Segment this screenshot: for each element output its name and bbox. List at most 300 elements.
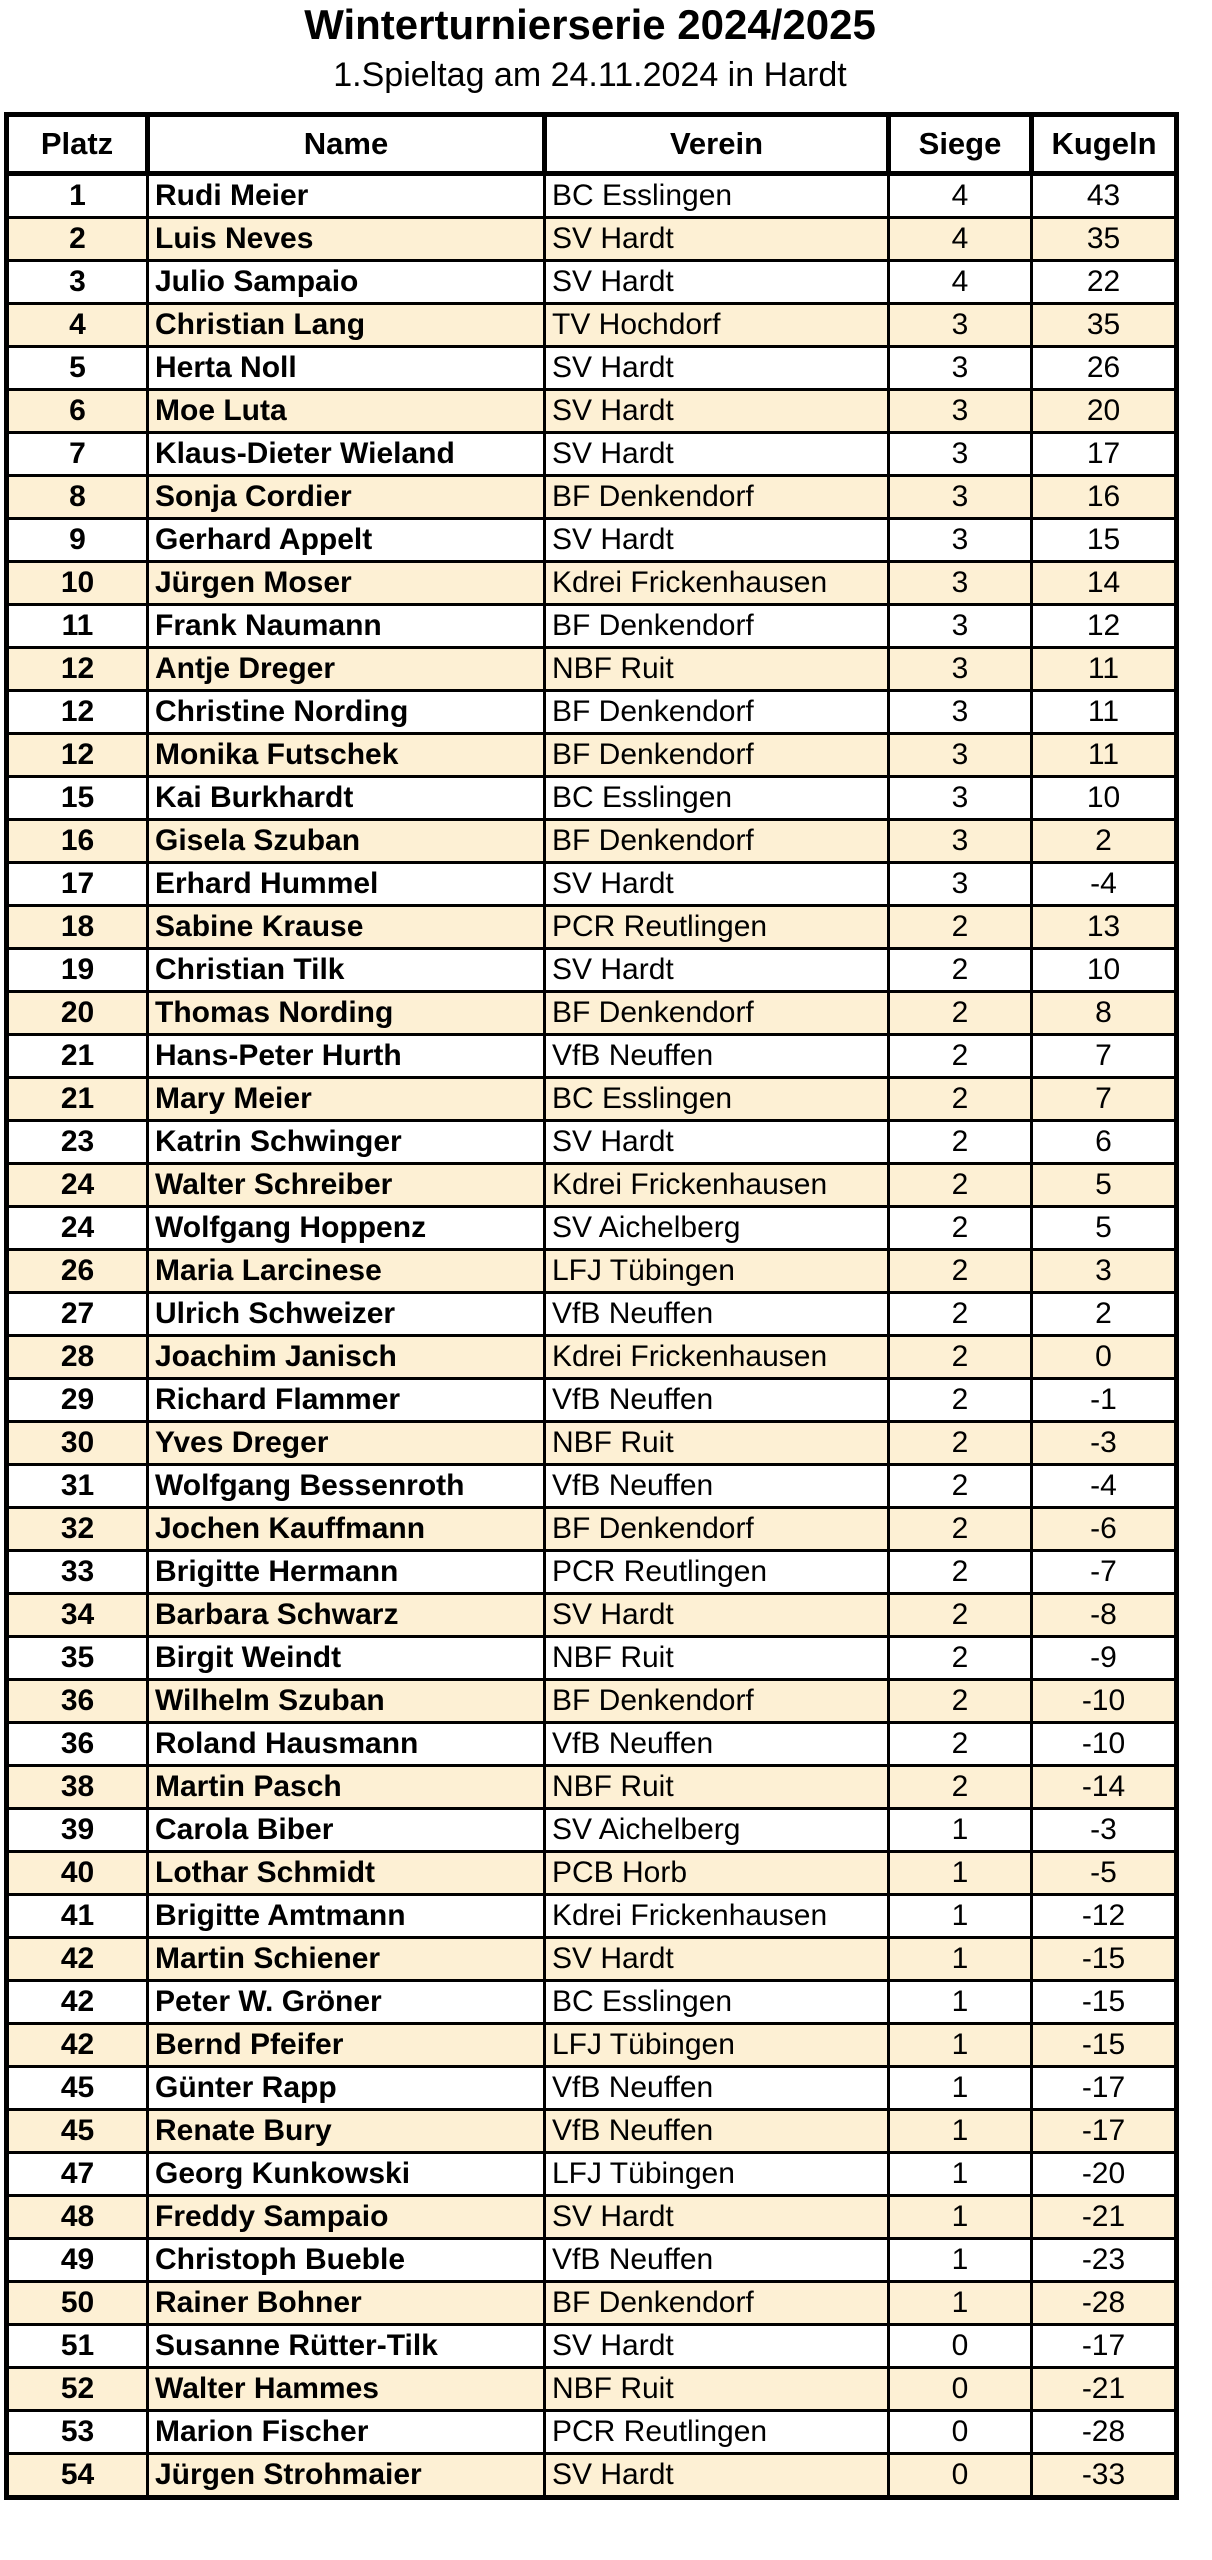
cell-verein: Kdrei Frickenhausen — [545, 1336, 889, 1379]
cell-platz: 51 — [7, 2325, 148, 2368]
cell-kugeln: -3 — [1032, 1809, 1177, 1852]
cell-kugeln: 2 — [1032, 1293, 1177, 1336]
table-row — [7, 174, 1177, 218]
cell-siege: 2 — [889, 1078, 1032, 1121]
table-row — [7, 218, 1177, 261]
cell-kugeln: -4 — [1032, 1465, 1177, 1508]
cell-platz: 40 — [7, 1852, 148, 1895]
cell-name: Gisela Szuban — [148, 820, 545, 863]
page-title: Winterturnierserie 2024/2025 — [304, 1, 876, 48]
cell-name: Katrin Schwinger — [148, 1121, 545, 1164]
cell-siege: 0 — [889, 2411, 1032, 2454]
cell-kugeln: -10 — [1032, 1680, 1177, 1723]
cell-platz: 1 — [7, 174, 148, 218]
cell-siege: 1 — [889, 2196, 1032, 2239]
cell-kugeln: 11 — [1032, 648, 1177, 691]
cell-name: Thomas Nording — [148, 992, 545, 1035]
table-row — [7, 1723, 1177, 1766]
standings-table — [4, 112, 1179, 2500]
cell-kugeln: -10 — [1032, 1723, 1177, 1766]
cell-verein: NBF Ruit — [545, 1637, 889, 1680]
cell-name: Maria Larcinese — [148, 1250, 545, 1293]
cell-verein: LFJ Tübingen — [545, 2024, 889, 2067]
cell-kugeln: -12 — [1032, 1895, 1177, 1938]
cell-siege: 1 — [889, 2153, 1032, 2196]
table-row — [7, 1250, 1177, 1293]
cell-verein: LFJ Tübingen — [545, 2153, 889, 2196]
cell-kugeln: 0 — [1032, 1336, 1177, 1379]
cell-kugeln: 20 — [1032, 390, 1177, 433]
cell-kugeln: -6 — [1032, 1508, 1177, 1551]
cell-kugeln: -15 — [1032, 1981, 1177, 2024]
cell-kugeln: -21 — [1032, 2196, 1177, 2239]
cell-verein: SV Hardt — [545, 949, 889, 992]
cell-name: Marion Fischer — [148, 2411, 545, 2454]
cell-siege: 2 — [889, 1207, 1032, 1250]
cell-kugeln: 43 — [1032, 174, 1177, 218]
table-row — [7, 1809, 1177, 1852]
cell-name: Frank Naumann — [148, 605, 545, 648]
cell-name: Sonja Cordier — [148, 476, 545, 519]
cell-name: Christian Tilk — [148, 949, 545, 992]
cell-verein: SV Hardt — [545, 218, 889, 261]
cell-siege: 3 — [889, 863, 1032, 906]
cell-kugeln: -4 — [1032, 863, 1177, 906]
cell-platz: 30 — [7, 1422, 148, 1465]
cell-platz: 19 — [7, 949, 148, 992]
cell-kugeln: -28 — [1032, 2282, 1177, 2325]
cell-siege: 2 — [889, 992, 1032, 1035]
cell-verein: SV Hardt — [545, 347, 889, 390]
cell-verein: SV Hardt — [545, 1938, 889, 1981]
table-row — [7, 1379, 1177, 1422]
table-row — [7, 820, 1177, 863]
cell-verein: PCR Reutlingen — [545, 2411, 889, 2454]
table-row — [7, 1981, 1177, 2024]
cell-name: Wolfgang Bessenroth — [148, 1465, 545, 1508]
table-row — [7, 433, 1177, 476]
cell-platz: 49 — [7, 2239, 148, 2282]
cell-verein: VfB Neuffen — [545, 2239, 889, 2282]
cell-platz: 3 — [7, 261, 148, 304]
cell-platz: 35 — [7, 1637, 148, 1680]
cell-verein: SV Hardt — [545, 2196, 889, 2239]
table-row — [7, 2067, 1177, 2110]
cell-verein: BF Denkendorf — [545, 2282, 889, 2325]
cell-name: Jochen Kauffmann — [148, 1508, 545, 1551]
cell-name: Monika Futschek — [148, 734, 545, 777]
cell-name: Martin Schiener — [148, 1938, 545, 1981]
cell-siege: 1 — [889, 2024, 1032, 2067]
cell-kugeln: -17 — [1032, 2325, 1177, 2368]
cell-siege: 3 — [889, 562, 1032, 605]
column-header-kugeln: Kugeln — [1032, 115, 1177, 174]
cell-platz: 36 — [7, 1723, 148, 1766]
cell-name: Yves Dreger — [148, 1422, 545, 1465]
cell-siege: 1 — [889, 1938, 1032, 1981]
cell-kugeln: 3 — [1032, 1250, 1177, 1293]
cell-verein: PCR Reutlingen — [545, 906, 889, 949]
cell-siege: 3 — [889, 519, 1032, 562]
cell-name: Sabine Krause — [148, 906, 545, 949]
cell-name: Klaus-Dieter Wieland — [148, 433, 545, 476]
cell-kugeln: -5 — [1032, 1852, 1177, 1895]
cell-siege: 2 — [889, 1723, 1032, 1766]
cell-siege: 2 — [889, 1379, 1032, 1422]
table-row — [7, 1164, 1177, 1207]
cell-kugeln: 10 — [1032, 949, 1177, 992]
cell-name: Lothar Schmidt — [148, 1852, 545, 1895]
cell-platz: 31 — [7, 1465, 148, 1508]
cell-siege: 3 — [889, 476, 1032, 519]
cell-platz: 20 — [7, 992, 148, 1035]
cell-kugeln: 35 — [1032, 218, 1177, 261]
cell-siege: 4 — [889, 174, 1032, 218]
cell-verein: SV Hardt — [545, 261, 889, 304]
cell-platz: 29 — [7, 1379, 148, 1422]
cell-siege: 2 — [889, 1508, 1032, 1551]
cell-verein: VfB Neuffen — [545, 1379, 889, 1422]
cell-name: Ulrich Schweizer — [148, 1293, 545, 1336]
cell-verein: VfB Neuffen — [545, 1465, 889, 1508]
cell-name: Antje Dreger — [148, 648, 545, 691]
table-row — [7, 2239, 1177, 2282]
cell-platz: 17 — [7, 863, 148, 906]
table-row — [7, 261, 1177, 304]
cell-name: Peter W. Gröner — [148, 1981, 545, 2024]
table-row — [7, 2196, 1177, 2239]
table-row — [7, 562, 1177, 605]
cell-verein: PCR Reutlingen — [545, 1551, 889, 1594]
cell-kugeln: 11 — [1032, 691, 1177, 734]
cell-verein: SV Aichelberg — [545, 1207, 889, 1250]
column-header-siege: Siege — [889, 115, 1032, 174]
cell-siege: 0 — [889, 2454, 1032, 2498]
cell-verein: SV Hardt — [545, 1594, 889, 1637]
table-row — [7, 1078, 1177, 1121]
cell-kugeln: 6 — [1032, 1121, 1177, 1164]
cell-verein: BF Denkendorf — [545, 1508, 889, 1551]
cell-platz: 47 — [7, 2153, 148, 2196]
cell-name: Bernd Pfeifer — [148, 2024, 545, 2067]
table-row — [7, 1336, 1177, 1379]
cell-platz: 8 — [7, 476, 148, 519]
cell-platz: 36 — [7, 1680, 148, 1723]
cell-name: Georg Kunkowski — [148, 2153, 545, 2196]
cell-name: Jürgen Strohmaier — [148, 2454, 545, 2498]
cell-siege: 1 — [889, 1895, 1032, 1938]
cell-platz: 23 — [7, 1121, 148, 1164]
cell-siege: 1 — [889, 2239, 1032, 2282]
cell-siege: 2 — [889, 949, 1032, 992]
cell-platz: 16 — [7, 820, 148, 863]
cell-siege: 3 — [889, 390, 1032, 433]
cell-verein: BC Esslingen — [545, 174, 889, 218]
cell-platz: 28 — [7, 1336, 148, 1379]
cell-platz: 11 — [7, 605, 148, 648]
cell-siege: 2 — [889, 1594, 1032, 1637]
table-row — [7, 2325, 1177, 2368]
table-row — [7, 2454, 1177, 2498]
cell-verein: VfB Neuffen — [545, 2110, 889, 2153]
cell-verein: LFJ Tübingen — [545, 1250, 889, 1293]
cell-platz: 21 — [7, 1078, 148, 1121]
cell-verein: SV Hardt — [545, 390, 889, 433]
cell-siege: 3 — [889, 605, 1032, 648]
table-row — [7, 1766, 1177, 1809]
cell-platz: 6 — [7, 390, 148, 433]
table-row — [7, 2282, 1177, 2325]
cell-kugeln: 7 — [1032, 1078, 1177, 1121]
cell-name: Brigitte Amtmann — [148, 1895, 545, 1938]
cell-name: Kai Burkhardt — [148, 777, 545, 820]
cell-platz: 15 — [7, 777, 148, 820]
table-row — [7, 906, 1177, 949]
cell-kugeln: 11 — [1032, 734, 1177, 777]
table-row — [7, 1637, 1177, 1680]
cell-siege: 3 — [889, 777, 1032, 820]
cell-kugeln: -3 — [1032, 1422, 1177, 1465]
cell-platz: 27 — [7, 1293, 148, 1336]
cell-platz: 32 — [7, 1508, 148, 1551]
cell-kugeln: -15 — [1032, 1938, 1177, 1981]
cell-verein: VfB Neuffen — [545, 1723, 889, 1766]
cell-verein: SV Hardt — [545, 863, 889, 906]
cell-platz: 4 — [7, 304, 148, 347]
cell-verein: BF Denkendorf — [545, 691, 889, 734]
table-row — [7, 2153, 1177, 2196]
table-row — [7, 476, 1177, 519]
table-row — [7, 347, 1177, 390]
cell-platz: 24 — [7, 1207, 148, 1250]
column-header-name: Name — [148, 115, 545, 174]
cell-siege: 1 — [889, 2067, 1032, 2110]
cell-siege: 0 — [889, 2325, 1032, 2368]
cell-platz: 41 — [7, 1895, 148, 1938]
cell-name: Gerhard Appelt — [148, 519, 545, 562]
cell-kugeln: -17 — [1032, 2067, 1177, 2110]
cell-siege: 2 — [889, 906, 1032, 949]
cell-siege: 1 — [889, 1809, 1032, 1852]
table-row — [7, 1680, 1177, 1723]
cell-siege: 2 — [889, 1035, 1032, 1078]
cell-verein: BC Esslingen — [545, 777, 889, 820]
cell-verein: NBF Ruit — [545, 1422, 889, 1465]
cell-siege: 2 — [889, 1293, 1032, 1336]
cell-verein: Kdrei Frickenhausen — [545, 562, 889, 605]
cell-name: Brigitte Hermann — [148, 1551, 545, 1594]
cell-platz: 12 — [7, 734, 148, 777]
cell-name: Christine Nording — [148, 691, 545, 734]
cell-verein: VfB Neuffen — [545, 2067, 889, 2110]
cell-verein: TV Hochdorf — [545, 304, 889, 347]
cell-siege: 3 — [889, 304, 1032, 347]
table-row — [7, 648, 1177, 691]
cell-name: Wilhelm Szuban — [148, 1680, 545, 1723]
cell-kugeln: -9 — [1032, 1637, 1177, 1680]
cell-siege: 3 — [889, 691, 1032, 734]
cell-kugeln: -20 — [1032, 2153, 1177, 2196]
column-header-verein: Verein — [545, 115, 889, 174]
cell-platz: 10 — [7, 562, 148, 605]
table-row — [7, 1035, 1177, 1078]
cell-kugeln: 7 — [1032, 1035, 1177, 1078]
cell-verein: SV Hardt — [545, 2325, 889, 2368]
cell-siege: 2 — [889, 1680, 1032, 1723]
cell-verein: VfB Neuffen — [545, 1293, 889, 1336]
cell-verein: SV Hardt — [545, 433, 889, 476]
cell-siege: 3 — [889, 347, 1032, 390]
table-row — [7, 1121, 1177, 1164]
cell-name: Renate Bury — [148, 2110, 545, 2153]
cell-platz: 21 — [7, 1035, 148, 1078]
cell-kugeln: 8 — [1032, 992, 1177, 1035]
cell-kugeln: -7 — [1032, 1551, 1177, 1594]
table-row — [7, 1207, 1177, 1250]
cell-platz: 34 — [7, 1594, 148, 1637]
cell-kugeln: 26 — [1032, 347, 1177, 390]
cell-siege: 3 — [889, 734, 1032, 777]
cell-platz: 12 — [7, 691, 148, 734]
cell-kugeln: 5 — [1032, 1164, 1177, 1207]
cell-platz: 7 — [7, 433, 148, 476]
cell-name: Christoph Bueble — [148, 2239, 545, 2282]
cell-name: Richard Flammer — [148, 1379, 545, 1422]
cell-platz: 48 — [7, 2196, 148, 2239]
cell-platz: 45 — [7, 2067, 148, 2110]
cell-platz: 54 — [7, 2454, 148, 2498]
cell-platz: 5 — [7, 347, 148, 390]
table-row — [7, 863, 1177, 906]
cell-name: Freddy Sampaio — [148, 2196, 545, 2239]
cell-siege: 1 — [889, 2110, 1032, 2153]
cell-name: Günter Rapp — [148, 2067, 545, 2110]
cell-name: Hans-Peter Hurth — [148, 1035, 545, 1078]
table-header — [7, 115, 1177, 174]
table-row — [7, 1551, 1177, 1594]
cell-siege: 3 — [889, 648, 1032, 691]
cell-platz: 42 — [7, 1938, 148, 1981]
cell-platz: 2 — [7, 218, 148, 261]
table-row — [7, 777, 1177, 820]
cell-platz: 50 — [7, 2282, 148, 2325]
cell-siege: 2 — [889, 1551, 1032, 1594]
cell-siege: 2 — [889, 1121, 1032, 1164]
cell-platz: 24 — [7, 1164, 148, 1207]
cell-kugeln: -14 — [1032, 1766, 1177, 1809]
cell-siege: 1 — [889, 1852, 1032, 1895]
cell-name: Rudi Meier — [148, 174, 545, 218]
cell-verein: BF Denkendorf — [545, 734, 889, 777]
cell-siege: 0 — [889, 2368, 1032, 2411]
cell-siege: 2 — [889, 1766, 1032, 1809]
cell-kugeln: 2 — [1032, 820, 1177, 863]
table-row — [7, 1938, 1177, 1981]
cell-siege: 1 — [889, 2282, 1032, 2325]
cell-verein: BF Denkendorf — [545, 1680, 889, 1723]
cell-kugeln: -15 — [1032, 2024, 1177, 2067]
cell-platz: 45 — [7, 2110, 148, 2153]
cell-verein: NBF Ruit — [545, 2368, 889, 2411]
cell-name: Susanne Rütter-Tilk — [148, 2325, 545, 2368]
cell-name: Christian Lang — [148, 304, 545, 347]
table-row — [7, 992, 1177, 1035]
table-row — [7, 1594, 1177, 1637]
cell-kugeln: 35 — [1032, 304, 1177, 347]
table-row — [7, 949, 1177, 992]
cell-verein: BF Denkendorf — [545, 476, 889, 519]
cell-name: Martin Pasch — [148, 1766, 545, 1809]
cell-name: Moe Luta — [148, 390, 545, 433]
cell-verein: Kdrei Frickenhausen — [545, 1895, 889, 1938]
cell-kugeln: 10 — [1032, 777, 1177, 820]
cell-name: Walter Hammes — [148, 2368, 545, 2411]
table-row — [7, 1508, 1177, 1551]
cell-name: Luis Neves — [148, 218, 545, 261]
table-row — [7, 1465, 1177, 1508]
cell-platz: 39 — [7, 1809, 148, 1852]
cell-kugeln: -21 — [1032, 2368, 1177, 2411]
cell-name: Julio Sampaio — [148, 261, 545, 304]
cell-kugeln: 13 — [1032, 906, 1177, 949]
cell-siege: 3 — [889, 433, 1032, 476]
header-row — [7, 115, 1177, 174]
cell-verein: SV Hardt — [545, 1121, 889, 1164]
table-row — [7, 390, 1177, 433]
cell-platz: 42 — [7, 1981, 148, 2024]
cell-verein: SV Hardt — [545, 2454, 889, 2498]
table-row — [7, 304, 1177, 347]
table-row — [7, 2110, 1177, 2153]
table-row — [7, 1852, 1177, 1895]
cell-name: Birgit Weindt — [148, 1637, 545, 1680]
cell-kugeln: 14 — [1032, 562, 1177, 605]
cell-name: Mary Meier — [148, 1078, 545, 1121]
cell-name: Joachim Janisch — [148, 1336, 545, 1379]
table-row — [7, 519, 1177, 562]
cell-verein: BF Denkendorf — [545, 605, 889, 648]
cell-name: Jürgen Moser — [148, 562, 545, 605]
table-row — [7, 1293, 1177, 1336]
cell-kugeln: 15 — [1032, 519, 1177, 562]
cell-siege: 2 — [889, 1164, 1032, 1207]
table-row — [7, 2411, 1177, 2454]
cell-verein: PCB Horb — [545, 1852, 889, 1895]
cell-name: Rainer Bohner — [148, 2282, 545, 2325]
cell-name: Roland Hausmann — [148, 1723, 545, 1766]
cell-siege: 2 — [889, 1422, 1032, 1465]
cell-verein: Kdrei Frickenhausen — [545, 1164, 889, 1207]
cell-siege: 2 — [889, 1250, 1032, 1293]
cell-name: Erhard Hummel — [148, 863, 545, 906]
cell-verein: NBF Ruit — [545, 1766, 889, 1809]
page-subtitle: 1.Spieltag am 24.11.2024 in Hardt — [333, 56, 847, 94]
cell-siege: 3 — [889, 820, 1032, 863]
cell-kugeln: 22 — [1032, 261, 1177, 304]
cell-siege: 2 — [889, 1465, 1032, 1508]
cell-verein: BF Denkendorf — [545, 820, 889, 863]
table-row — [7, 734, 1177, 777]
table-row — [7, 605, 1177, 648]
cell-platz: 9 — [7, 519, 148, 562]
cell-kugeln: 17 — [1032, 433, 1177, 476]
cell-kugeln: -33 — [1032, 2454, 1177, 2498]
table-row — [7, 691, 1177, 734]
cell-platz: 26 — [7, 1250, 148, 1293]
cell-siege: 4 — [889, 261, 1032, 304]
cell-siege: 4 — [889, 218, 1032, 261]
table-row — [7, 2024, 1177, 2067]
